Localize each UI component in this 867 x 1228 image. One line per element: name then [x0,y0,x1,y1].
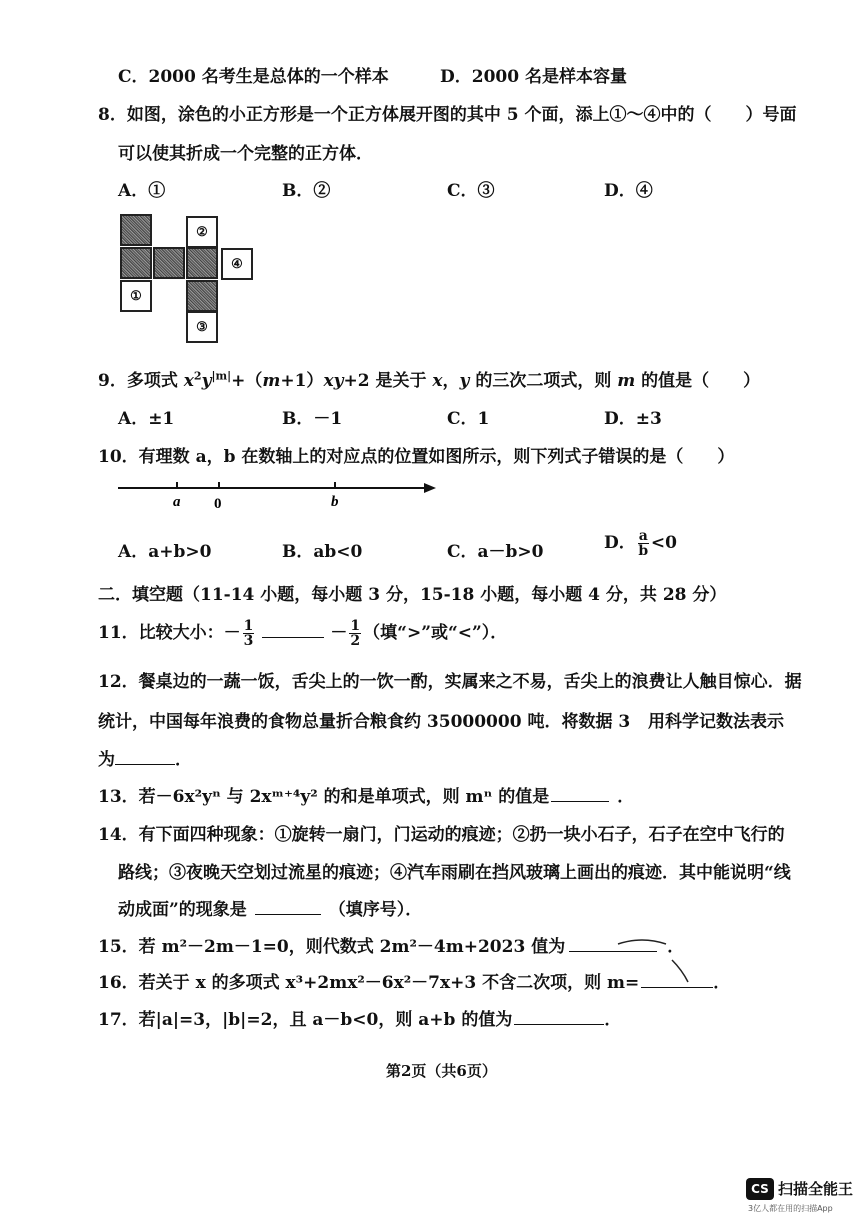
net-face-2 [186,216,218,248]
net-face-shaded [120,247,152,279]
face-label-1: ① [130,288,142,304]
watermark-tagline: 3亿人都在用的扫描App [748,1204,833,1213]
net-face-4 [221,248,253,280]
page-footer: 第2页（共6页） [386,1062,497,1080]
label-zero: 0 [214,496,222,512]
q11-stem: 11．比较大小：－ $\frac{1}{3}$ － $\frac{1}{2}$ （填“>”或“<”）． [98,618,508,649]
q8-option-d: D．④ [604,181,653,201]
cs-logo-icon: CS [746,1178,774,1200]
q10-stem: 10．有理数 a，b 在数轴上的对应点的位置如图所示，则下列式子错误的是（ ） [98,447,735,467]
q16-stem: 16．若关于 x 的多项式 x³+2mx²－6x²－7x+3 不含二次项，则 m= ． [98,973,731,993]
q15-stem: 15．若 m²－2m－1=0，则代数式 2m²－4m+2023 值为 ． [98,937,685,957]
label-a: a [173,494,181,510]
q10-option-c: C．a－b>0 [447,542,544,562]
q9-option-b: B．－1 [282,409,343,429]
watermark-name: 扫描全能王 [778,1180,854,1198]
q14-line3: 动成面”的现象是 （填序号）． [118,900,423,920]
net-face-1 [120,280,152,312]
q7-option-c: C．2000 名考生是总体的一个样本 [118,67,389,87]
q9-stem: 9．多项式 $x^2y^{|m|}+(m+1)xy+2$ 是关于 x，y 的三次二项式，则 m 的值是（ ） [98,369,761,391]
q9-option-c: C．1 [447,409,490,429]
net-face-shaded [120,214,152,246]
q12-line2b: 用科学记数法表示 [648,712,784,732]
q9-option-d: D．±3 [604,409,662,429]
q13-stem: 13．若－6x²yⁿ 与 2xᵐ⁺⁴y² 的和是单项式，则 mⁿ 的值是 ． [98,787,635,807]
q10-option-a: A．a+b>0 [118,542,212,562]
q8-stem-line1: 8．如图，涂色的小正方形是一个正方体展开图的其中 5 个面，添上①～④中的（ ）号面 [98,105,797,125]
q7-option-d: D．2000 名是样本容量 [440,67,627,87]
label-b: b [331,494,339,510]
q17-stem: 17．若|a|=3，|b|=2，且 a－b<0，则 a+b 的值为 ． [98,1010,622,1030]
q8-option-a: A．① [118,181,166,201]
face-label-4: ④ [231,256,243,272]
q12-line2a: 统计，中国每年浪费的食物总量折合粮食约 35000000 吨．将数据 3 [98,712,631,732]
q10-option-b: B．ab<0 [282,542,363,562]
q8-stem-line2: 可以使其折成一个完整的正方体． [118,144,373,164]
q12-line1: 12．餐桌边的一蔬一饭，舌尖上的一饮一酌，实属来之不易，舌尖上的浪费让人触目惊心．据 [98,672,802,692]
q12-line3: 为 ． [98,750,192,770]
net-face-shaded [186,280,218,312]
face-label-2: ② [196,224,208,240]
section-heading: 二．填空题（11-14 小题，每小题 3 分，15-18 小题，每小题 4 分，共 28 分） [98,585,727,605]
number-line [110,474,450,514]
net-face-shaded [186,247,218,279]
q8-option-b: B．② [282,181,331,201]
q9-option-a: A．±1 [118,409,175,429]
q10-option-d: D． $\frac{a}{b}$ <0 [604,528,677,559]
q14-line2: 路线；③夜晚天空划过流星的痕迹；④汽车雨刷在挡风玻璃上画出的痕迹．其中能说明“线 [118,863,791,883]
q8-option-c: C．③ [447,181,495,201]
net-face-3 [186,311,218,343]
net-face-shaded [153,247,185,279]
q14-line1: 14．有下面四种现象：①旋转一扇门，门运动的痕迹；②扔一块小石子，石子在空中飞行的 [98,825,785,845]
face-label-3: ③ [196,319,208,335]
number-line-arrow [424,483,436,493]
